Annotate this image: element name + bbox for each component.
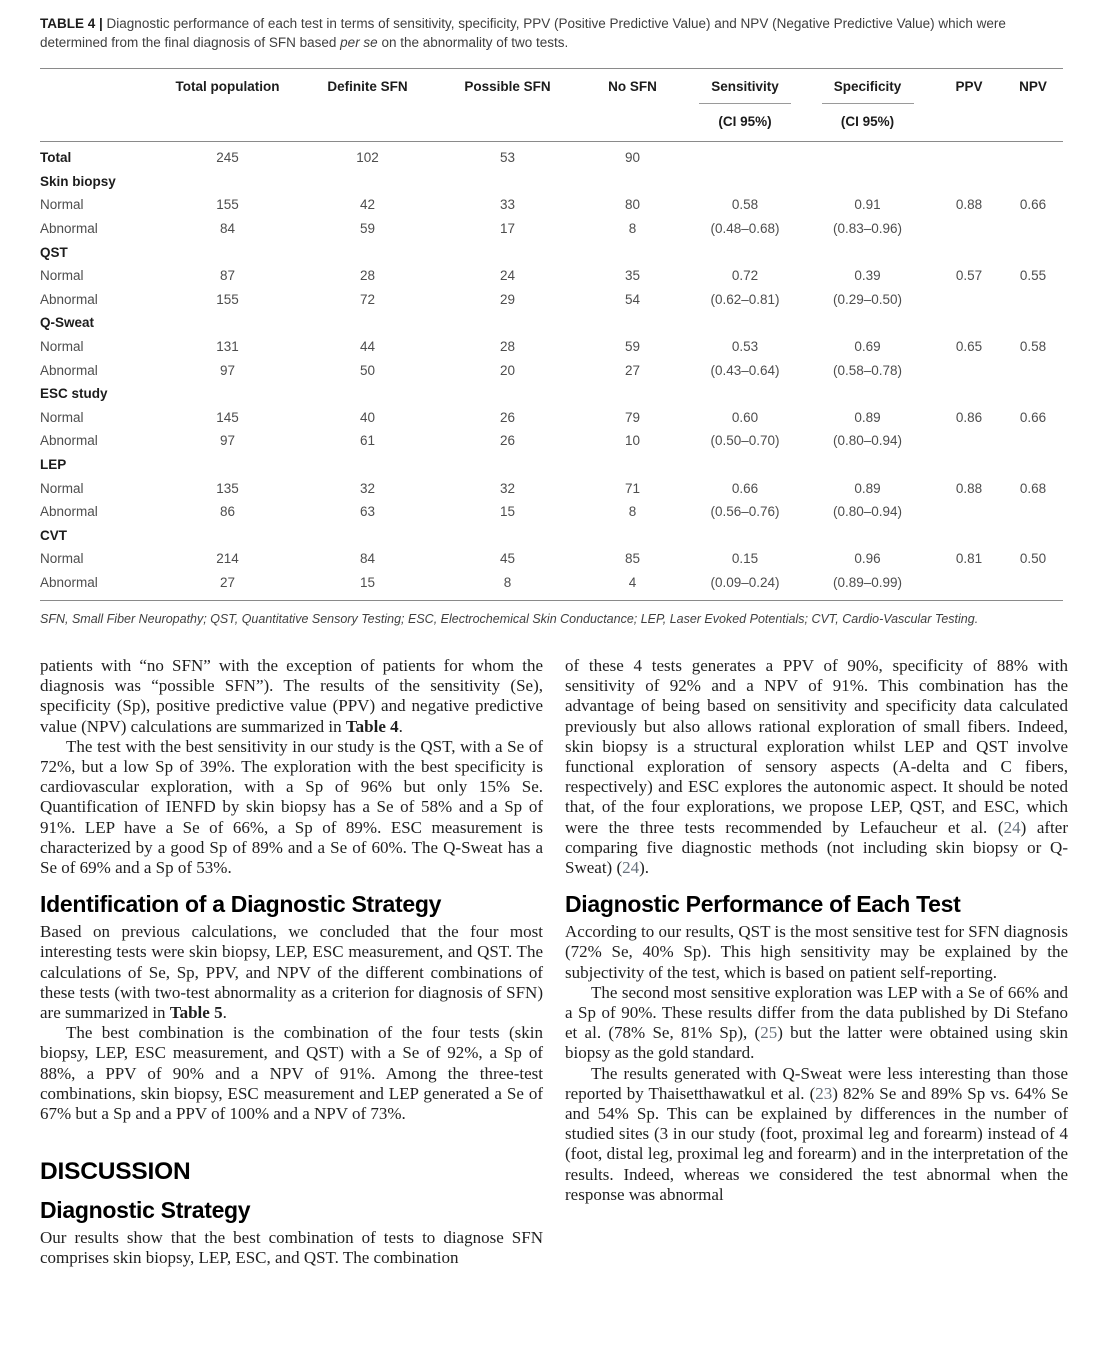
table-cell: 80 (624, 197, 641, 213)
table-cell: 0.65 (955, 339, 983, 355)
paragraph-text: The second most sensitive exploration was LEP with a Se of 66% and a Sp of 90%. These results differ from the data published by Di Stefano et al. (78% Se, 81% Sp), ( (565, 982, 1068, 1043)
table-cell: 8 (628, 221, 637, 237)
table-caption-text-end: on the abnormality of two tests. (377, 35, 569, 50)
paragraph-text: . (398, 716, 403, 736)
header-sensitivity (690, 79, 800, 129)
sensitivity-ci-label: (CI 95%) (718, 114, 772, 129)
table-row (40, 170, 1063, 194)
table-cell: 0.68 (1019, 480, 1047, 496)
row-label: Abnormal (40, 362, 98, 378)
table-cell: 85 (624, 551, 641, 567)
row-label: LEP (40, 457, 67, 473)
header-sensitivity-label: Sensitivity (711, 79, 779, 94)
header-no-sfn: No SFN (608, 79, 657, 94)
table-cell: 155 (216, 197, 239, 213)
table-cell: 0.81 (955, 551, 983, 567)
table-row (40, 193, 1063, 217)
table-cell: 86 (219, 504, 236, 520)
table-cell: 32 (499, 480, 516, 496)
table-cell: 71 (624, 480, 641, 496)
row-label: Abnormal (40, 291, 98, 307)
table-cell: 0.57 (955, 268, 983, 284)
citation-24-link[interactable]: 24 (622, 858, 640, 878)
table-cell: 0.53 (731, 339, 759, 355)
row-label: Total (40, 150, 72, 166)
table-cell: 0.72 (731, 268, 759, 284)
table-cell: 32 (359, 480, 376, 496)
table-row (40, 453, 1063, 477)
table-cell: 90 (624, 150, 641, 166)
table-cell: 45 (499, 551, 516, 567)
table-row (40, 476, 1063, 500)
header-specificity (800, 79, 935, 129)
table-cell: 27 (219, 574, 236, 590)
table-cell: 0.88 (955, 197, 983, 213)
table-cell: 0.89 (854, 480, 881, 496)
table-cell: 28 (359, 268, 376, 284)
row-label: Normal (40, 197, 84, 213)
table-cell: 87 (219, 268, 236, 284)
paragraph-text: . (222, 1003, 227, 1023)
header-npv: NPV (1019, 79, 1047, 94)
row-label: Skin biopsy (40, 173, 116, 189)
table-cell: 33 (499, 197, 516, 213)
table-cell: (0.58–0.78) (832, 362, 903, 378)
section-heading-diagnostic-strategy: Diagnostic Strategy (40, 1197, 251, 1224)
table4-reference: Table 4 (345, 716, 399, 736)
header-specificity-label: Specificity (833, 79, 902, 94)
table-row (40, 240, 1063, 264)
table-cell: 0.66 (1019, 197, 1047, 213)
table-cell: 28 (499, 339, 516, 355)
body-columns (40, 656, 1068, 1269)
table-cell: (0.09–0.24) (710, 574, 780, 590)
table-row (40, 146, 1063, 170)
specificity-ci-rule (822, 103, 914, 104)
table-cell: 8 (503, 574, 512, 590)
table-cell: 10 (624, 433, 641, 449)
citation-24-link[interactable]: 24 (1003, 817, 1021, 837)
paragraph: The test with the best sensitivity in our study is the QST, with a Se of 72%, but a low Sp of 39%. The exploration with the best specificity is cardiovascular exploration, with a Sp of 96% but only 15% Se. Quantification of IENFD by skin biopsy has a Se of 58% and a Sp of 91%. LEP have a Se of 66%, a Sp of 89%. ESC measurement is characterized by a good Sp of 89% and a Se of 60%. The Q-Sweat has a Se of 69% and a Sp of 53%. (40, 736, 543, 878)
paragraph-text: patients with “no SFN” with the exception of patients for whom the diagnosis was “possible SFN”). The results of the sensitivity (Se), specificity (Sp), positive predictive value (PPV) and negative predictive value (NPV) calculations are summarized in (40, 656, 543, 736)
paragraph-text: The results generated with Q-Sweat were less interesting than those reported by Thaisetthawatkul et al. ( (565, 1063, 1068, 1103)
table-cell: 0.86 (955, 409, 983, 425)
table-cell: 40 (359, 409, 376, 425)
table-row (40, 311, 1063, 335)
table-caption-text: Diagnostic performance of each test in terms of sensitivity, specificity, PPV (Positive Predictive Value) and NPV (Negative Predictive Value) which were determined from the final diagnosis of SFN based (40, 16, 1006, 50)
table-cell: 26 (499, 409, 516, 425)
table-footnote: SFN, Small Fiber Neuropathy; QST, Quantitative Sensory Testing; ESC, Electrochemical Skin Conductance; LEP, Laser Evoked Potentials; CVT, Cardio-Vascular Testing. (40, 612, 979, 627)
paragraph (565, 983, 1068, 1064)
row-label: Normal (40, 268, 84, 284)
paragraph: The best combination is the combination of the four tests (skin biopsy, LEP, ESC measurement, and QST) with a Se of 92%, a Sp of 88%, a PPV of 90% and a NPV of 91%. Among the three-test combinations, skin biopsy, ESC measurement and LEP generated a Se of 67% but a Sp and a PPV of 100% and a NPV of 73%. (40, 1023, 543, 1124)
table-cell: 214 (216, 551, 239, 567)
table-cell: 97 (219, 362, 236, 378)
row-label: Normal (40, 409, 84, 425)
row-label: Abnormal (40, 504, 98, 520)
table-cell: 0.60 (731, 409, 759, 425)
table-cell: 0.96 (854, 551, 881, 567)
table-cell: 102 (356, 150, 379, 166)
row-label: Abnormal (40, 433, 98, 449)
table-cell: 135 (216, 480, 239, 496)
table-cell: 0.91 (854, 197, 881, 213)
paragraph-text: ) but the latter were obtained using skin biopsy as the gold standard. (565, 1023, 1068, 1063)
header-total-population: Total population (175, 79, 280, 94)
table-cell: (0.48–0.68) (710, 221, 780, 237)
table-row (40, 571, 1063, 595)
table-cell: 26 (499, 433, 516, 449)
table-caption-perse: per se (340, 35, 378, 50)
paragraph-text: Based on previous calculations, we concluded that the four most interesting tests were skin biopsy, LEP, ESC measurement, and QST. The calculations of Se, Sp, PPV, and NPV of the different combinations of these tests (with two-test abnormality as a criterion for diagnosis of SFN) are summarized in (40, 922, 543, 1023)
row-label: Q-Sweat (40, 315, 95, 331)
paragraph (565, 1064, 1068, 1205)
table-cell: 8 (628, 504, 637, 520)
table-cell: 59 (359, 221, 376, 237)
table-cell: 0.89 (854, 409, 881, 425)
left-column (40, 656, 543, 1269)
table-cell: 0.58 (1019, 339, 1047, 355)
table-cell: 0.88 (955, 480, 983, 496)
row-label: Abnormal (40, 221, 98, 237)
row-label: Normal (40, 480, 84, 496)
specificity-ci-label: (CI 95%) (840, 114, 895, 129)
table-caption-label: TABLE 4 | (40, 16, 103, 31)
table-row (40, 288, 1063, 312)
table-cell: 0.50 (1019, 551, 1047, 567)
row-label: QST (40, 244, 68, 260)
table-cell: 97 (219, 433, 236, 449)
table-row (40, 264, 1063, 288)
table-row (40, 217, 1063, 241)
table-cell: 0.66 (1019, 409, 1047, 425)
table-row (40, 524, 1063, 548)
table-cell: 4 (628, 574, 637, 590)
table-cell: (0.29–0.50) (832, 291, 903, 307)
section-heading-discussion: DISCUSSION (40, 1158, 191, 1186)
section-heading-identification: Identification of a Diagnostic Strategy (40, 891, 442, 918)
table-cell: 53 (499, 150, 516, 166)
table-cell: 0.58 (731, 197, 759, 213)
table-cell: 131 (216, 339, 239, 355)
citation-23-link[interactable]: 23 (815, 1083, 833, 1103)
paragraph: According to our results, QST is the most sensitive test for SFN diagnosis (72% Se, 40% Sp). This high sensitivity may be explained by the subjectivity of the test, which is based on patient self-reporting. (565, 922, 1068, 982)
header-definite-sfn: Definite SFN (327, 79, 408, 94)
table-cell: (0.43–0.64) (710, 362, 780, 378)
paragraph: Our results show that the best combination of tests to diagnose SFN comprises skin biopsy, LEP, ESC, and QST. The combination (40, 1228, 543, 1268)
citation-25-link[interactable]: 25 (760, 1023, 778, 1043)
header-ppv: PPV (955, 79, 983, 94)
sensitivity-ci-rule (699, 103, 791, 104)
row-label: Normal (40, 551, 84, 567)
table-cell: 15 (499, 504, 516, 520)
table-cell: 59 (624, 339, 641, 355)
table-cell: (0.80–0.94) (832, 433, 903, 449)
paragraph (565, 656, 1068, 878)
row-label: Abnormal (40, 574, 98, 590)
table-caption (40, 14, 1063, 52)
table-cell: 0.66 (731, 480, 759, 496)
table-row (40, 500, 1063, 524)
table-cell: (0.50–0.70) (710, 433, 780, 449)
paragraph-text: ) 82% Se and 89% Sp vs. 64% Se and 54% Sp. This can be explained by differences in the number of studied sites (3 in our study (foot, proximal leg and forearm) instead of 4 (foot, distal leg, proximal leg and forearm) and in the interpretation of the results. Indeed, whereas we considered the test abnormal when the response was abnormal (565, 1083, 1068, 1204)
table-row (40, 406, 1063, 430)
table5-reference: Table 5 (169, 1003, 223, 1023)
table-row (40, 429, 1063, 453)
table-cell: 84 (359, 551, 376, 567)
table-cell: 54 (624, 291, 641, 307)
header-empty (40, 79, 160, 129)
table-cell: 24 (499, 268, 516, 284)
table-cell: 0.55 (1019, 268, 1047, 284)
table-cell: 145 (216, 409, 239, 425)
table-cell: 15 (359, 574, 376, 590)
table-cell: 0.39 (854, 268, 881, 284)
table-cell: 27 (624, 362, 641, 378)
table-row (40, 335, 1063, 359)
header-possible-sfn: Possible SFN (464, 79, 551, 94)
table-4-block (40, 14, 1063, 626)
row-label: Normal (40, 339, 84, 355)
table-cell: 79 (624, 409, 641, 425)
table-body (40, 142, 1063, 601)
table-cell: 35 (624, 268, 641, 284)
table-cell: 50 (359, 362, 376, 378)
paragraph (40, 922, 543, 1023)
table-cell: 0.69 (854, 339, 881, 355)
table-row (40, 358, 1063, 382)
table-header-row (40, 68, 1063, 142)
row-label: ESC study (40, 386, 108, 402)
section-heading-performance: Diagnostic Performance of Each Test (565, 891, 961, 918)
table-cell: 42 (359, 197, 376, 213)
paragraph (40, 656, 543, 737)
table-cell: 17 (499, 221, 516, 237)
table-cell: 61 (359, 433, 376, 449)
row-label: CVT (40, 527, 67, 543)
table-cell: 245 (216, 150, 239, 166)
table-cell: (0.83–0.96) (832, 221, 903, 237)
right-column (565, 656, 1068, 1269)
table-cell: (0.80–0.94) (832, 504, 903, 520)
paragraph-text: ) after comparing five diagnostic methods (not including skin biopsy or Q-Sweat) ( (565, 817, 1068, 878)
table-cell: 72 (359, 291, 376, 307)
table-cell: 155 (216, 291, 239, 307)
table-cell: 84 (219, 221, 236, 237)
table-cell: 63 (359, 504, 376, 520)
table-cell: (0.56–0.76) (710, 504, 780, 520)
table-cell: (0.62–0.81) (710, 291, 780, 307)
paragraph-text: ). (639, 858, 650, 878)
paragraph-text: of these 4 tests generates a PPV of 90%, specificity of 88% with sensitivity of 92% and a NPV of 91%. This combination has the advantage of being based on sensitivity and specificity data calculated previously but also allows rational exploration of small fibers. Indeed, skin biopsy is a structural exploration whilst LEP and QST involve functional exploration of sensory aspects (A-delta and C fibers, respectively) and ESC explores the autonomic aspect. It should be noted that, of the four explorations, we propose LEP, QST, and ESC, which were the three tests recommended by Lefaucheur et al. ( (565, 656, 1068, 837)
table-cell: 44 (359, 339, 376, 355)
table-row (40, 547, 1063, 571)
table-cell: (0.89–0.99) (832, 574, 903, 590)
table-cell: 0.15 (731, 551, 759, 567)
table-cell: 29 (499, 291, 516, 307)
table-cell: 20 (499, 362, 516, 378)
table-row (40, 382, 1063, 406)
